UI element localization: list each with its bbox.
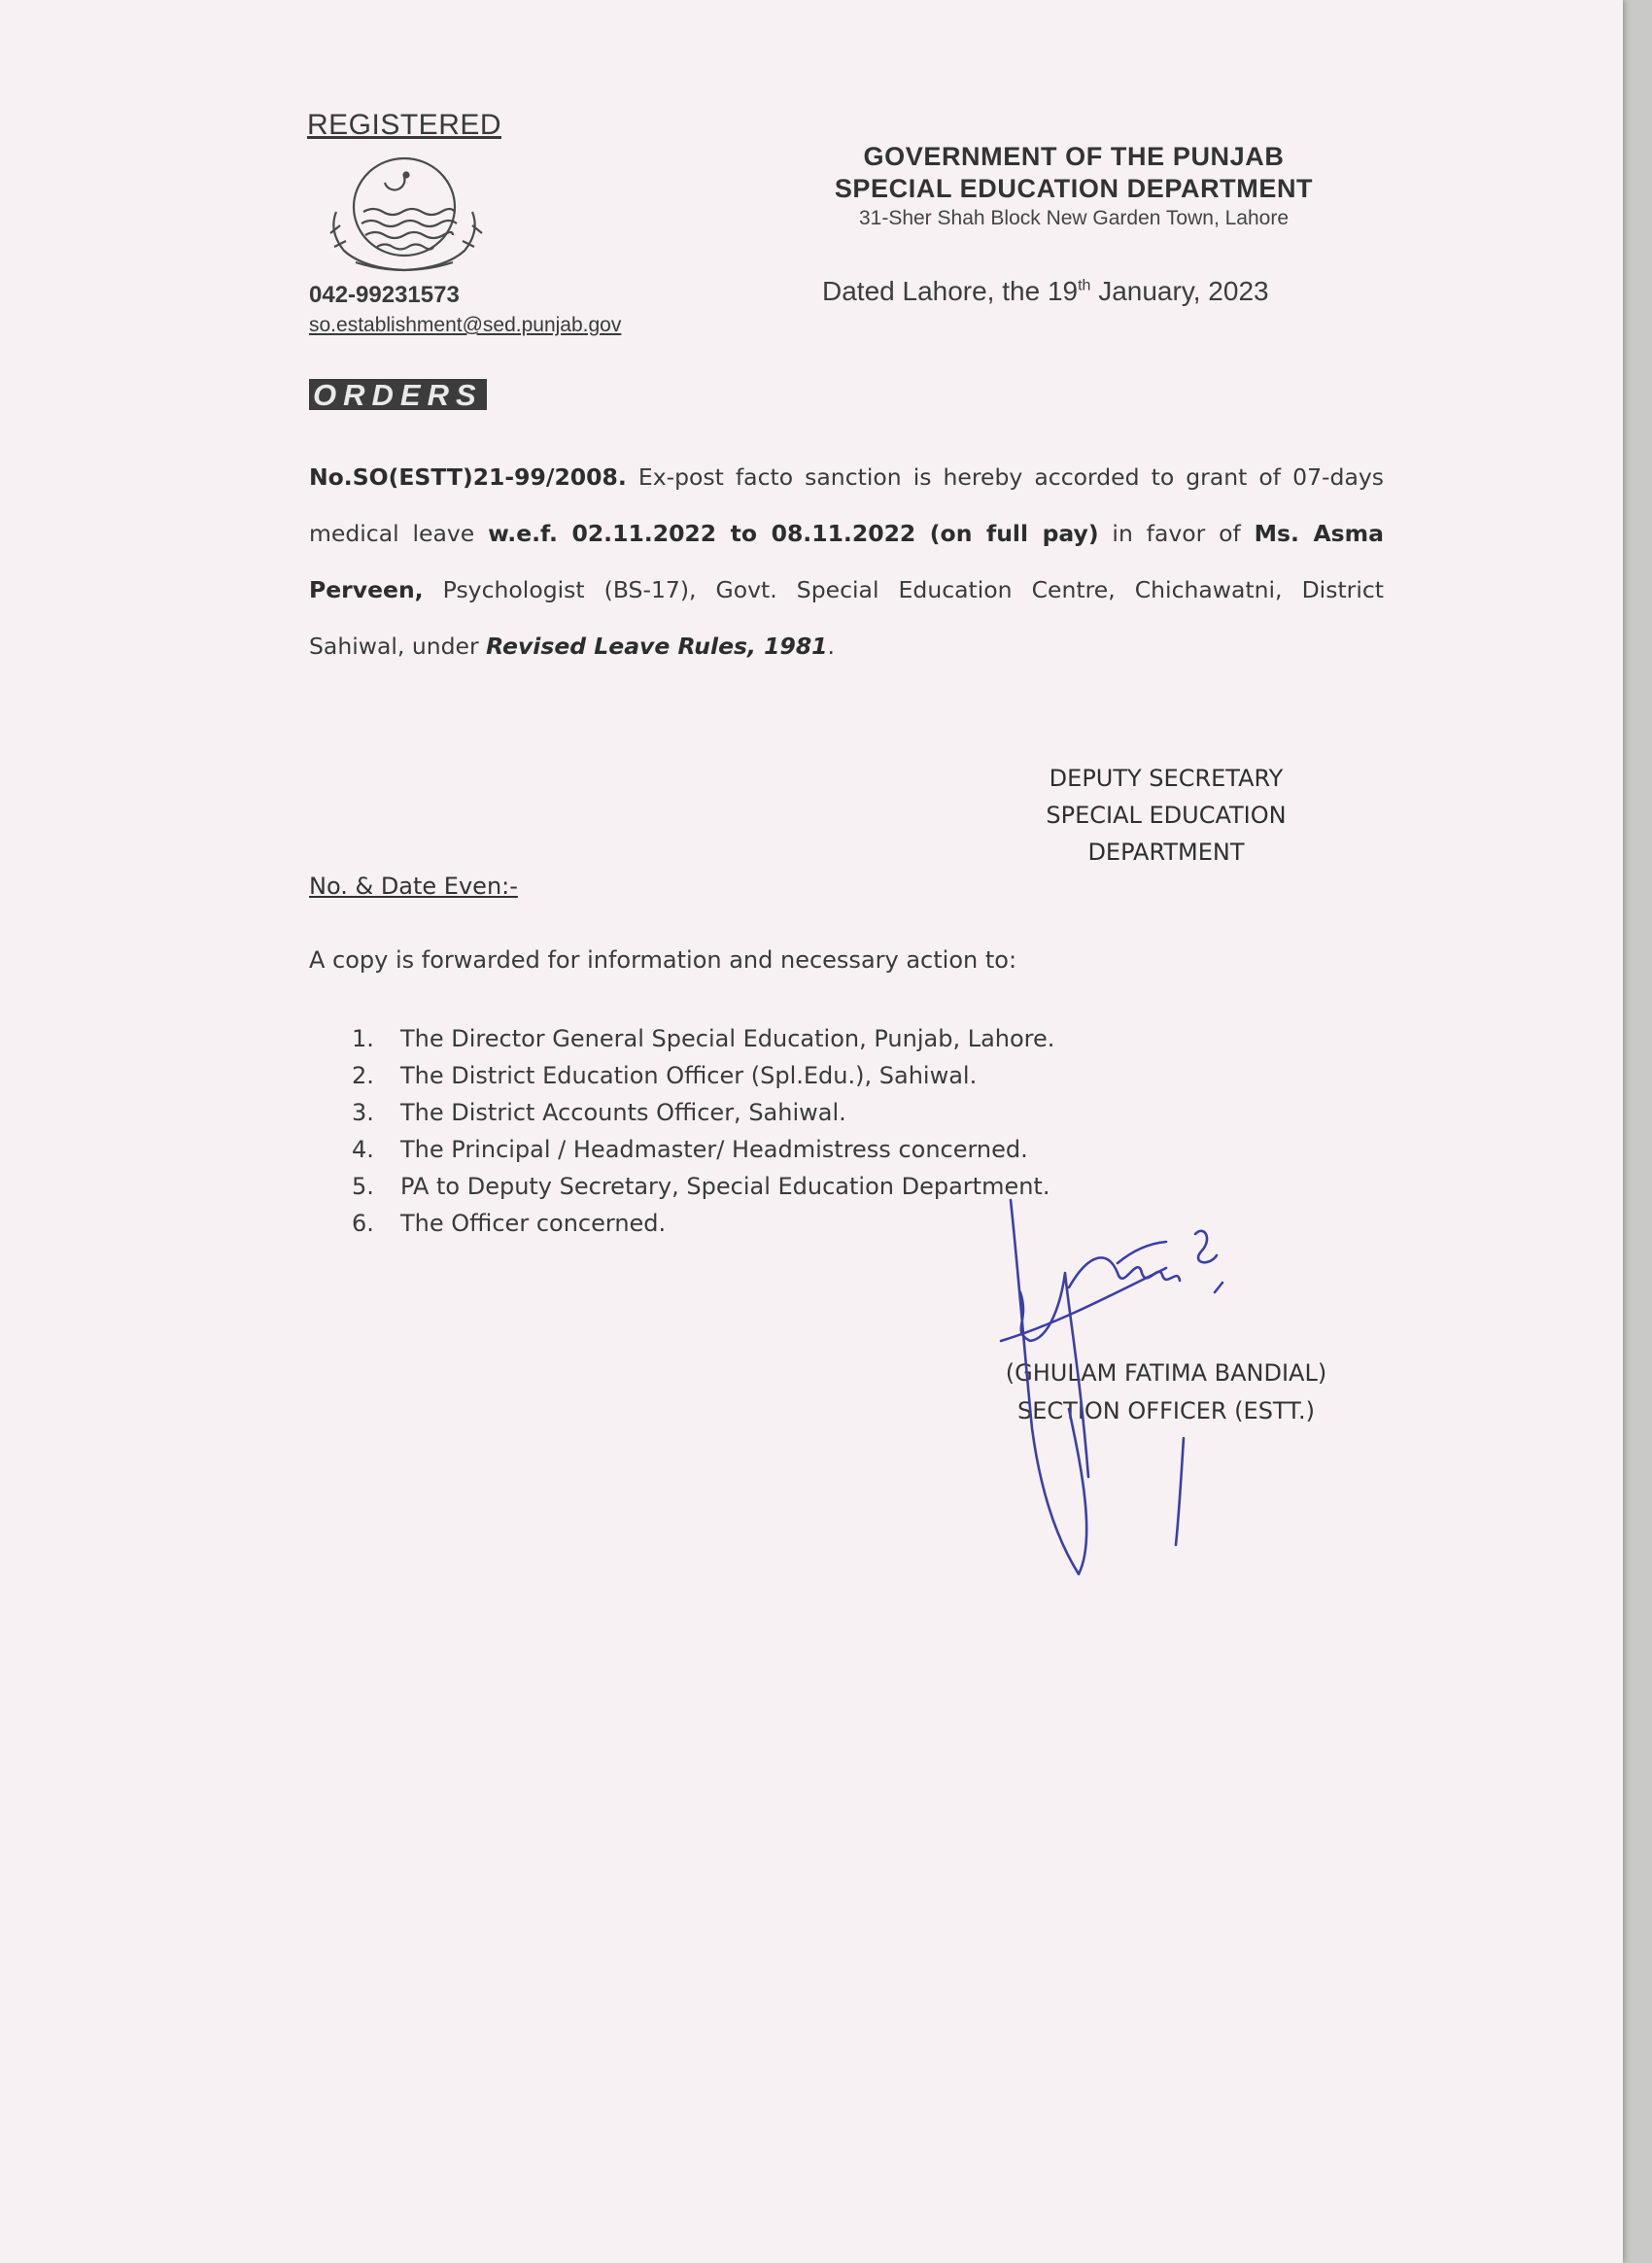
orders-heading: ORDERS bbox=[309, 379, 487, 410]
order-ref-no: No.SO(ESTT)21-99/2008. bbox=[309, 463, 627, 491]
list-item: 5. PA to Deputy Secretary, Special Education Department. bbox=[352, 1173, 1050, 1200]
handwritten-signature-icon bbox=[972, 1195, 1263, 1584]
org-name: GOVERNMENT OF THE PUNJAB bbox=[863, 142, 1285, 171]
deputy-dept-line2: DEPARTMENT bbox=[1087, 839, 1245, 866]
list-item: 3. The District Accounts Officer, Sahiwal. bbox=[352, 1099, 846, 1126]
department-name: SPECIAL EDUCATION DEPARTMENT bbox=[834, 174, 1314, 203]
employee-name: Ms. Asma Perveen, bbox=[309, 520, 1384, 603]
no-date-even: No. & Date Even:- bbox=[309, 873, 518, 900]
signatory-name: (GHULAM FATIMA BANDIAL) bbox=[1005, 1359, 1327, 1387]
date-line: Dated Lahore, the 19th January, 2023 bbox=[822, 276, 1269, 306]
phone-number: 042-99231573 bbox=[309, 282, 460, 308]
punjab-seal-icon bbox=[317, 154, 492, 276]
leave-rules: Revised Leave Rules, 1981 bbox=[486, 633, 828, 660]
distribution-list bbox=[352, 1020, 1054, 1242]
forward-intro: A copy is forwarded for information and necessary action to: bbox=[309, 946, 1017, 974]
deputy-dept-line1: SPECIAL EDUCATION bbox=[1046, 802, 1287, 829]
list-item: 6. The Officer concerned. bbox=[352, 1210, 667, 1237]
leave-period: w.e.f. 02.11.2022 to 08.11.2022 (on full pay) bbox=[488, 520, 1099, 547]
list-item: 2. The District Education Officer (Spl.Edu.), Sahiwal. bbox=[352, 1062, 978, 1089]
deputy-secretary-block bbox=[1011, 760, 1322, 871]
deputy-title: DEPUTY SECRETARY bbox=[1049, 765, 1284, 792]
list-item: 1. The Director General Special Education, Punjab, Lahore. bbox=[352, 1025, 1055, 1052]
address: 31-Sher Shah Block New Garden Town, Lahore bbox=[858, 207, 1290, 229]
email-link[interactable]: so.establishment@sed.punjab.gov bbox=[309, 314, 622, 336]
registered-label: REGISTERED bbox=[307, 109, 502, 141]
order-paragraph: No.SO(ESTT)21-99/2008. Ex-post facto sanction is hereby accorded to grant of 07-days medical leave w.e.f. 02.11.2022 to 08.11.2022 (on full pay) in favor of Ms. Asma Perveen, Psychologist (BS-17), Govt. Special Education Centre, Chichawatni, District Sahiwal, under Revised Leave Rules, 1981. bbox=[309, 463, 1384, 660]
list-item: 4. The Principal / Headmaster/ Headmistress concerned. bbox=[352, 1136, 1028, 1163]
letterhead-header bbox=[797, 141, 1351, 232]
signatory-title: SECTION OFFICER (ESTT.) bbox=[1017, 1397, 1315, 1424]
